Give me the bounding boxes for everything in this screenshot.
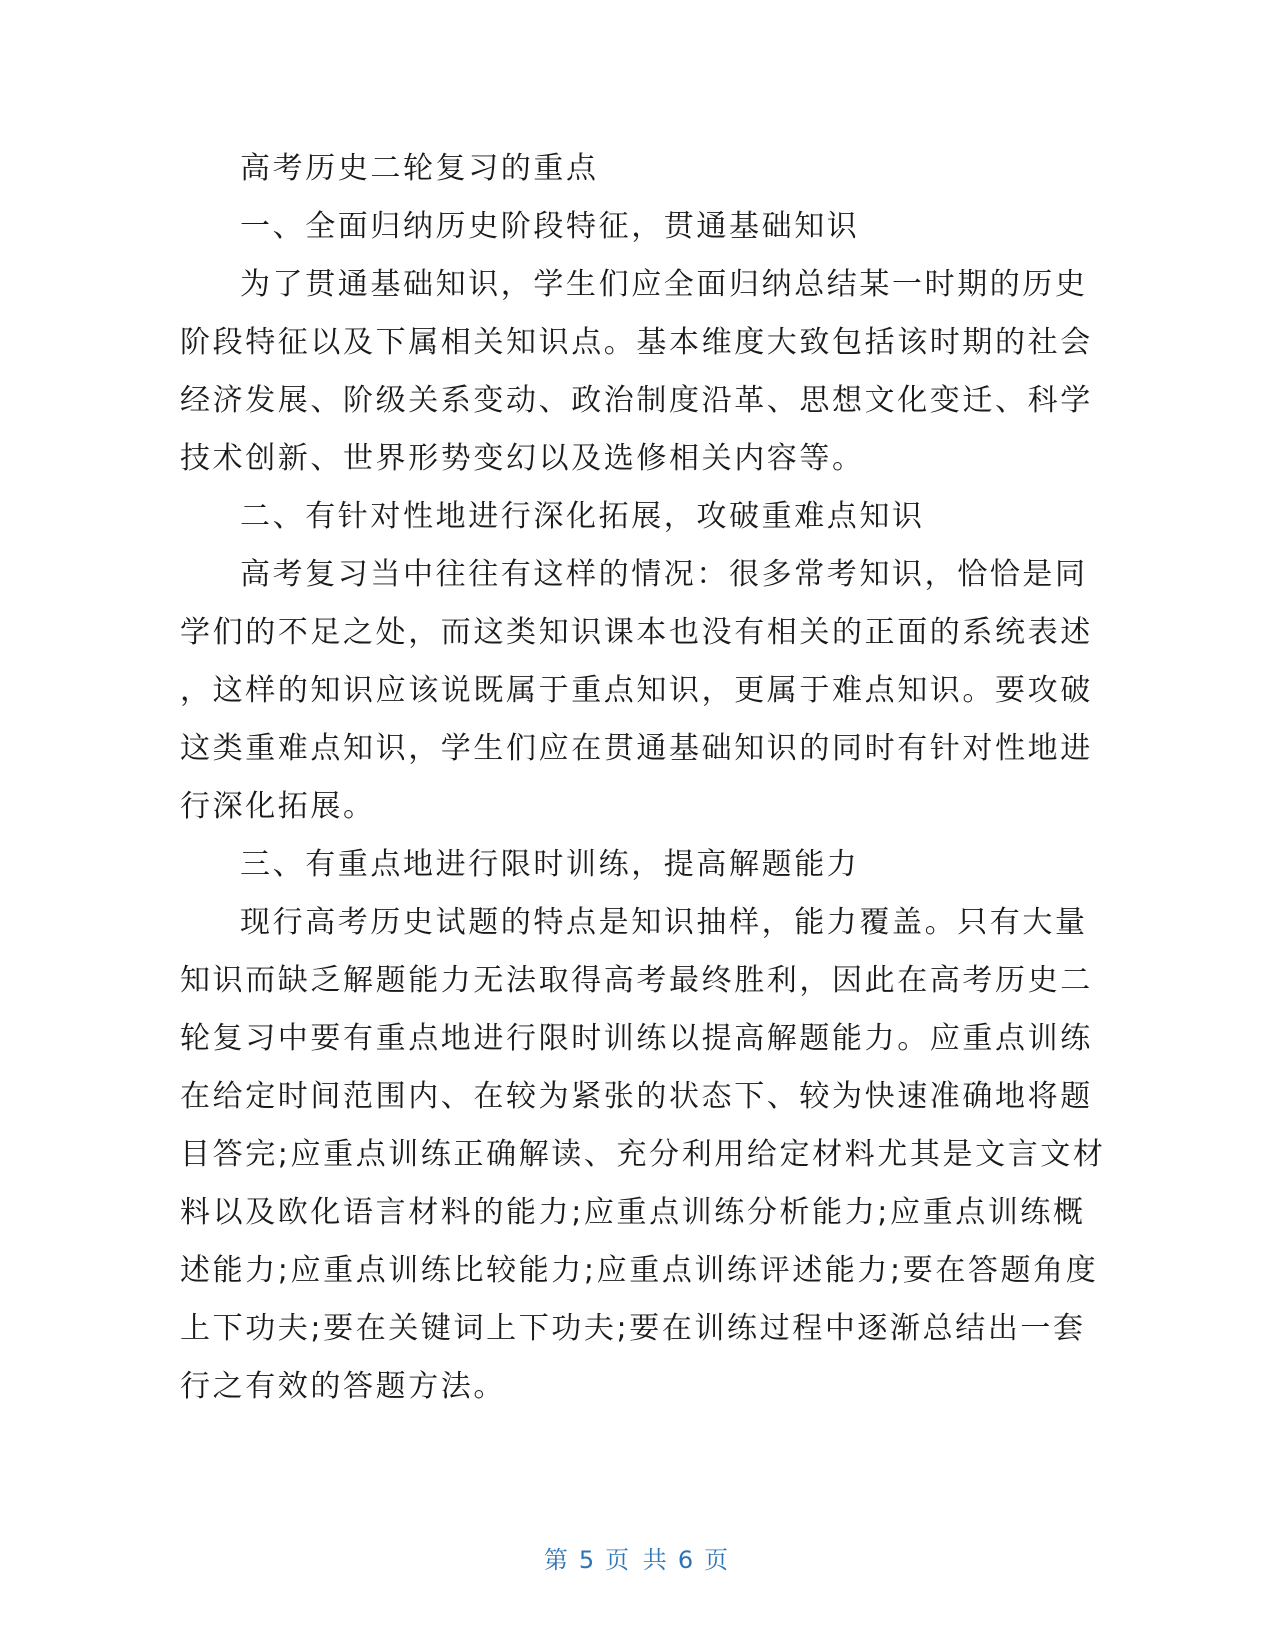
paragraph-line: 技术创新、世界形势变幻以及选修相关内容等。 bbox=[180, 441, 865, 476]
paragraph-line: 行深化拓展。 bbox=[180, 789, 376, 824]
paragraph-line: ，这样的知识应该说既属于重点知识，更属于难点知识。要攻破 bbox=[180, 673, 1093, 708]
paragraph-line: 述能力;应重点训练比较能力;应重点训练评述能力;要在答题角度 bbox=[180, 1253, 1099, 1288]
footer-suffix: 页 bbox=[704, 1546, 732, 1574]
paragraph-line: 为了贯通基础知识，学生们应全面归纳总结某一时期的历史 bbox=[240, 267, 1088, 302]
document-title: 高考历史二轮复习的重点 bbox=[240, 151, 599, 186]
paragraph-line: 高考复习当中往往有这样的情况：很多常考知识，恰恰是同 bbox=[240, 557, 1088, 592]
paragraph-line: 轮复习中要有重点地进行限时训练以提高解题能力。应重点训练 bbox=[180, 1021, 1093, 1056]
page-footer bbox=[0, 1540, 1275, 1575]
footer-total-pages: 6 bbox=[677, 1546, 697, 1574]
section-heading-3: 三、有重点地进行限时训练，提高解题能力 bbox=[240, 847, 860, 882]
footer-prefix: 第 bbox=[543, 1546, 571, 1574]
footer-current-page: 5 bbox=[578, 1546, 598, 1574]
paragraph-line: 知识而缺乏解题能力无法取得高考最终胜利，因此在高考历史二 bbox=[180, 963, 1093, 998]
paragraph-line: 在给定时间范围内、在较为紧张的状态下、较为快速准确地将题 bbox=[180, 1079, 1093, 1114]
paragraph-line: 这类重难点知识，学生们应在贯通基础知识的同时有针对性地进 bbox=[180, 731, 1093, 766]
paragraph-line: 上下功夫;要在关键词上下功夫;要在训练过程中逐渐总结出一套 bbox=[180, 1311, 1086, 1346]
paragraph-line: 目答完;应重点训练正确解读、充分利用给定材料尤其是文言文材 bbox=[180, 1137, 1106, 1172]
paragraph-line: 料以及欧化语言材料的能力;应重点训练分析能力;应重点训练概 bbox=[180, 1195, 1086, 1230]
paragraph-line: 经济发展、阶级关系变动、政治制度沿革、思想文化变迁、科学 bbox=[180, 383, 1093, 418]
section-heading-1: 一、全面归纳历史阶段特征，贯通基础知识 bbox=[240, 209, 860, 244]
paragraph-line: 行之有效的答题方法。 bbox=[180, 1369, 506, 1404]
footer-middle: 页 共 bbox=[605, 1546, 670, 1574]
paragraph-line: 学们的不足之处，而这类知识课本也没有相关的正面的系统表述 bbox=[180, 615, 1093, 650]
document-body bbox=[180, 140, 1106, 1416]
paragraph-line: 阶段特征以及下属相关知识点。基本维度大致包括该时期的社会 bbox=[180, 325, 1093, 360]
paragraph-line: 现行高考历史试题的特点是知识抽样，能力覆盖。只有大量 bbox=[240, 905, 1088, 940]
section-heading-2: 二、有针对性地进行深化拓展，攻破重难点知识 bbox=[240, 499, 925, 534]
